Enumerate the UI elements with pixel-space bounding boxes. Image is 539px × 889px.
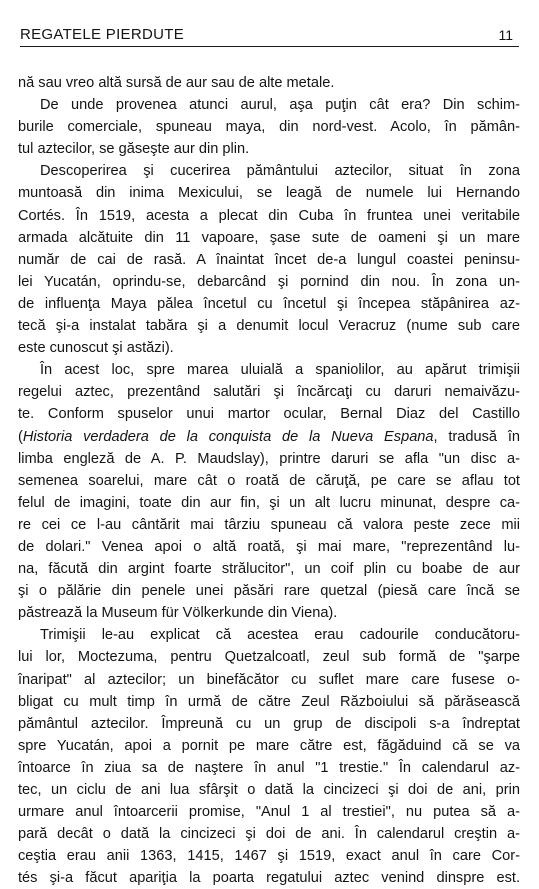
page-number: 11 [498,27,513,43]
text-line: bligat cu mult timp în urmă de către Zeul Războiului să părăsească [18,693,520,710]
text-line: regelui aztec, prezentând salutări şi încărcaţi cu daruri nemaivăzu- [18,384,520,401]
text-line: Cortés. În 1519, acesta a plecat din Cuba în fruntea unei veritabile [18,207,520,224]
text-line: nă sau vreo altă sursă de aur sau de alte metale. [18,75,335,91]
text-line: Descoperirea şi cucerirea pământului aztecilor, situat în zona [40,163,520,180]
text-line: este cunoscut şi astăzi). [18,340,174,357]
text-line: armada alcătuite din 11 vapoare, şase sute de oameni şi un mare [18,229,520,246]
page-header [20,26,519,46]
text-line: semenea soarelui, mare cât o roată de căruţă, pe care se aflau tot [18,472,520,489]
text-line: întoarce în ziua sa de naştere în anul "1 trestie." În calendarul az- [18,759,520,776]
text-line: număr de cai de rasă. A înaintat încet de-a lungul coastei peninsu- [18,251,520,268]
text-line: tecă şi-a instalat tabăra şi a denumit locul Veracruz (nume sub care [18,318,520,335]
text-line: burile comerciale, spuneau maya, din nord-vest. Acolo, în pămân- [18,119,520,136]
text-line: Trimişii le-au explicat că acestea erau cadourile conducătoru- [40,627,520,644]
text-line [18,426,520,448]
text-line: înaripat" al aztecilor; un binefăcător cu suflet mare care fusese o- [18,671,520,688]
text-line: na, făcută din argint foarte strălucitor", un coif plin cu boabe de aur [18,561,520,578]
text-line: re cei ce l-au cântărit mai târziu spuneau că valora peste zece mii [18,516,520,533]
text-line: tec, un ciclu de ani lua sfârşit o dată la cincizeci şi doi de ani, prin [18,782,520,798]
text-line: De unde provenea atunci aurul, aşa puţin cât era? Din schim- [40,97,520,114]
text-line: lui lor, Moctezuma, pentru Quetzalcoatl, zeul sub formă de "şarpe [18,649,520,666]
text-line: urmare anul întoarcerii promise, "Anul 1 al trestiei", nu putea să a- [18,804,520,821]
text-line: muntoasă din inima Mexicului, se leagă de numele lui Hernando [18,185,520,202]
text-line: limba engleză de A. P. Maudslay), printre daruri se afla "un disc a- [18,450,520,467]
text-line: de influenţa Maya pălea încetul cu încetul şi începea stăpânirea az- [18,295,520,312]
text-line: pară decât o dată la cincizeci şi doi de ani. În calendarul creştin a- [18,826,520,843]
text-line: felul de imagini, toate din aur fin, şi un alt lucru minunat, despre ca- [18,494,520,511]
header-rule [20,46,519,47]
text-line-segment: , tradusă în [433,428,520,445]
body-text [18,72,520,889]
text-line: În acest loc, spre marea uluială a spaniolilor, au apărut trimişii [40,362,520,379]
text-line: pământul aztecilor. Împreună cu un grup de discipoli s-a îndreptat [18,715,520,732]
text-line: păstrează la Museum für Völkerkunde din Viena). [18,605,338,622]
text-line: tés şi-a făcut apariţia la poarta regatului aztec venind dinspre est. [18,870,520,887]
text-line-segment: ( [18,428,23,445]
text-line: de dolari." Venea apoi o altă roată, şi mai mare, "reprezentând lu- [18,538,520,555]
text-line: şi o pălărie din penele unei păsări rare quetzal (piesă care încă se [18,583,520,600]
text-line: tul aztecilor, se găseşte aur din plin. [18,141,250,158]
running-title: REGATELE PIERDUTE [20,26,185,43]
text-line: te. Conform spuselor unui martor ocular, Bernal Diaz del Castillo [18,406,520,423]
text-line: ceştia erau anii 1363, 1415, 1467 şi 1519, exact anul în care Cor- [18,848,520,865]
text-line: spre Yucatán, apoi a pornit pe mare către est, făgăduind că se va [18,737,520,754]
book-title-italic: Historia verdadera de la conquista de la Nueva Espana [22,428,434,445]
text-line: lei Yucatán, oprindu-se, debarcând şi pornind din nou. În zona un- [18,273,520,290]
